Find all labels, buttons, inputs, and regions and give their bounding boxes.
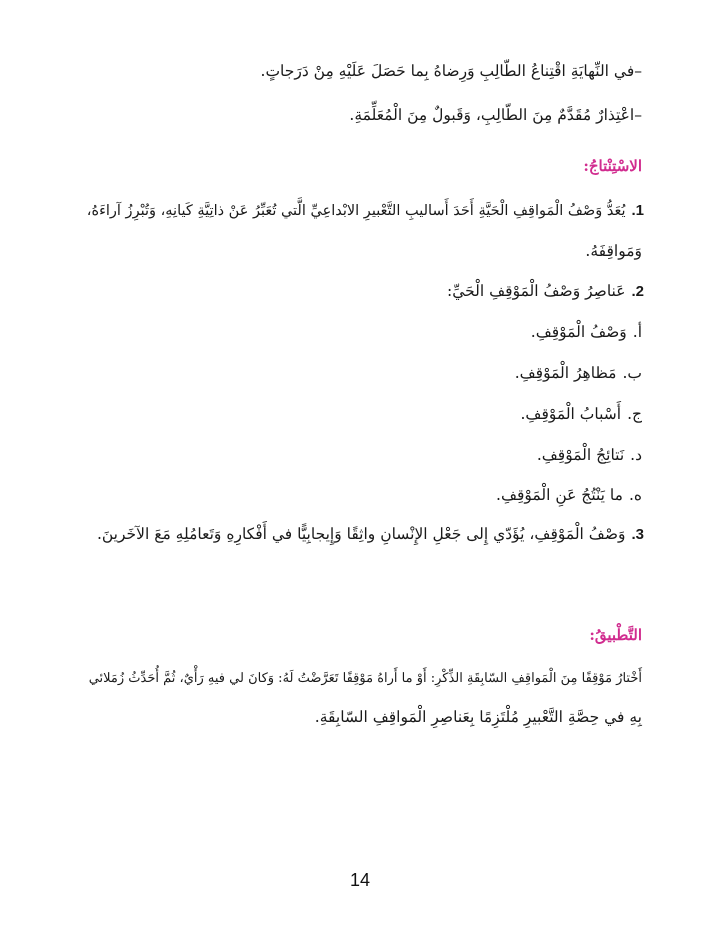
sub-item-c <box>70 403 642 425</box>
page-number: 14 <box>349 870 371 890</box>
sub-item-a <box>70 321 642 343</box>
conclusion-item-1 <box>70 200 644 222</box>
sub-item-e <box>70 484 642 506</box>
item-number: 2. <box>631 283 644 300</box>
sub-item-text: وَصْفُ الْمَوْقِفِ. <box>530 323 627 341</box>
sub-item-text: ما يَنْتُجُ عَنِ الْمَوْقِفِ. <box>496 486 623 504</box>
conclusion-item-1-continuation: وَمَواقِفَهُ. <box>585 242 642 260</box>
sub-item-letter: أ. <box>632 323 642 341</box>
sub-item-b <box>70 362 642 384</box>
sub-item-text: مَظاهِرُ الْمَوْقِفِ. <box>514 364 617 382</box>
application-line-2: بِهِ في حِصَّةِ التَّعْبيرِ مُلْتَزِمًا بِعَناصِرِ الْمَواقِفِ السّابِقَةِ. <box>314 708 642 726</box>
item-2-text: عَناصِرُ وَصْفُ الْمَوْقِفِ الْحَيِّ: <box>447 282 626 300</box>
item-1-text: يُعَدُّ وَصْفُ الْمَواقِفِ الْحَيَّةِ أَحَدَ أَساليبِ التَّعْبيرِ الابْداعِيِّ الَّتي تُعَبِّرُ عَنْ ذاتِيَّةِ كَيانِهِ، وَتُبْرِزُ آراءَهُ، <box>86 203 626 219</box>
sub-item-letter: د. <box>630 446 642 464</box>
conclusion-item-2 <box>70 280 644 303</box>
sub-item-text: نَتائِجُ الْمَوْقِفِ. <box>536 446 625 464</box>
sub-item-letter: ه. <box>628 486 642 504</box>
sub-item-letter: ج. <box>627 405 642 423</box>
intro-line-1: –في النِّهايَةِ اقْتِناعُ الطّالِبِ وَرِضاهُ بِما حَصَلَ عَلَيْهِ مِنْ دَرَجاتٍ. <box>260 62 642 80</box>
sub-item-text: أَسْبابُ الْمَوْقِفِ. <box>520 405 622 423</box>
item-3-text: وَصْفُ الْمَوْقِفِ، يُؤَدّي إِلى جَعْلِ الإِنْسانِ واثِقًا وَإِيجابِيًّا في أَفْكارِهِ وَتَعامُلِهِ مَعَ الآخَرينَ. <box>96 525 626 543</box>
item-number: 3. <box>631 526 644 543</box>
application-heading: التَّطْبيقُ: <box>589 626 642 644</box>
conclusion-item-3 <box>70 523 644 546</box>
conclusion-heading: الاسْتِنْتاجُ: <box>583 157 642 175</box>
intro-line-2: –اعْتِذارٌ مُقَدَّمٌ مِنَ الطّالِبِ، وَقَبولٌ مِنَ الْمُعَلِّمَةِ. <box>349 106 642 124</box>
sub-item-letter: ب. <box>622 364 642 382</box>
item-number: 1. <box>631 202 644 219</box>
application-line-1: أَخْتارُ مَوْقِفًا مِنَ الْمَواقِفِ السّابِقَةِ الذِّكْرِ: أَوْ ما أَراهُ مَوْقِفًا تَعَرَّضْتُ لَهُ: وَكانَ لي فيهِ رَأْيٌ، ثُمَّ أُحَدِّثُ زُمَلائي <box>88 671 642 686</box>
sub-item-d <box>70 444 642 466</box>
